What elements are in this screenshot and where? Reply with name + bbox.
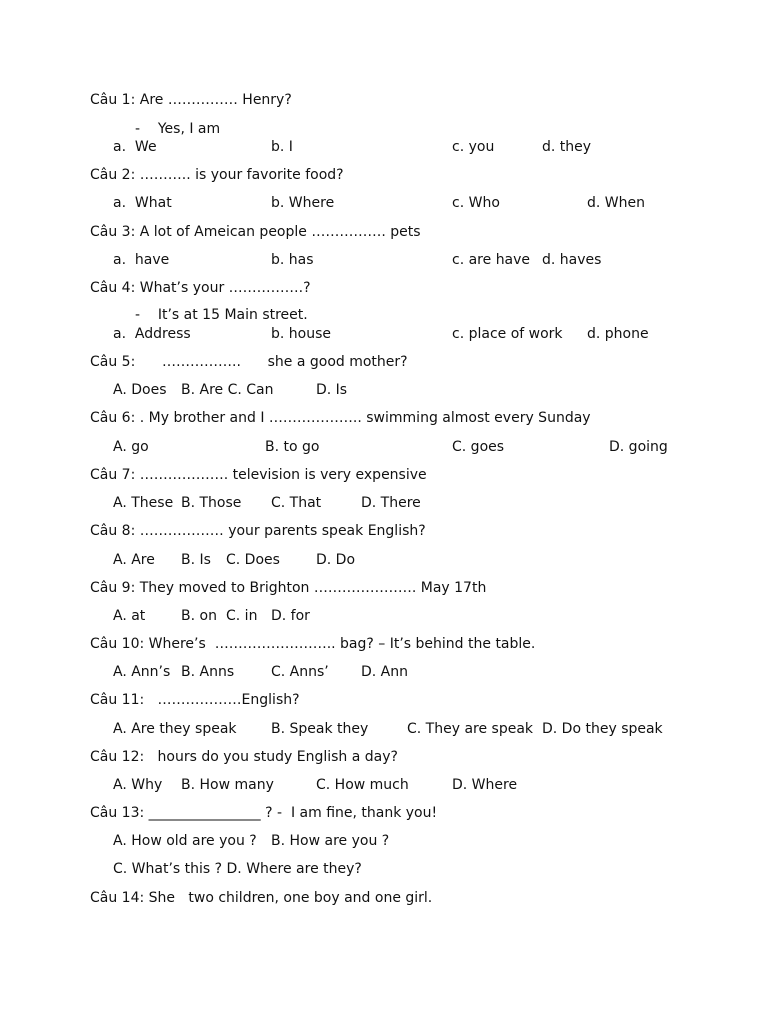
answer-option: c. you bbox=[452, 139, 495, 155]
question-stem: Câu 2: ……….. is your favorite food? bbox=[90, 167, 344, 183]
question-stem: Câu 8: ……………… your parents speak English? bbox=[90, 523, 426, 539]
dialogue-reply: - Yes, I am bbox=[135, 121, 221, 137]
question-stem: Câu 9: They moved to Brighton …………………. May 17th bbox=[90, 580, 487, 596]
answer-option: D. Where bbox=[452, 777, 518, 793]
answer-option: B. How many bbox=[181, 777, 274, 793]
answer-option: c. Who bbox=[452, 195, 500, 211]
answer-option: C. Anns’ bbox=[271, 664, 329, 680]
answer-option: B. to go bbox=[265, 439, 320, 455]
answer-option: C. That bbox=[271, 495, 322, 511]
answer-option: a. Address bbox=[113, 326, 191, 342]
answer-option: b. has bbox=[271, 252, 314, 268]
question-stem: Câu 5: …………….. she a good mother? bbox=[90, 354, 408, 370]
question-stem: Câu 13: ________________ ? - I am fine, thank you! bbox=[90, 805, 438, 821]
answer-option: A. Why bbox=[113, 777, 163, 793]
answer-option: A. Are they speak bbox=[113, 721, 237, 737]
answer-option: a. have bbox=[113, 252, 170, 268]
answer-option: C. What’s this ? D. Where are they? bbox=[113, 861, 362, 877]
answer-option: D. Is bbox=[316, 382, 348, 398]
answer-option: A. Does bbox=[113, 382, 167, 398]
answer-option: a. What bbox=[113, 195, 172, 211]
dialogue-reply: - It’s at 15 Main street. bbox=[135, 307, 308, 323]
answer-option: C. They are speak bbox=[407, 721, 534, 737]
answer-option: B. Those bbox=[181, 495, 242, 511]
question-stem: Câu 10: Where’s …………………….. bag? – It’s behind the table. bbox=[90, 636, 536, 652]
answer-option: A. How old are you ? bbox=[113, 833, 257, 849]
answer-option: A. go bbox=[113, 439, 149, 455]
question-stem: Câu 4: What’s your …………….? bbox=[90, 280, 311, 296]
answer-option: D. Do bbox=[316, 552, 356, 568]
answer-option: B. on bbox=[181, 608, 217, 624]
answer-option: D. going bbox=[609, 439, 668, 455]
answer-option: c. are have bbox=[452, 252, 531, 268]
question-stem: Câu 3: A lot of Ameican people ……………. pets bbox=[90, 224, 421, 240]
question-stem: Câu 11: ………………English? bbox=[90, 692, 300, 708]
answer-option: a. We bbox=[113, 139, 157, 155]
answer-option: D. Ann bbox=[361, 664, 409, 680]
question-stem: Câu 12: hours do you study English a day? bbox=[90, 749, 398, 765]
answer-option: B. Speak they bbox=[271, 721, 369, 737]
answer-option: B. How are you ? bbox=[271, 833, 390, 849]
question-stem: Câu 6: . My brother and I ……………….. swimming almost every Sunday bbox=[90, 410, 591, 426]
answer-option: b. Where bbox=[271, 195, 335, 211]
answer-option: A. Ann’s bbox=[113, 664, 171, 680]
answer-option: A. These bbox=[113, 495, 174, 511]
question-stem: Câu 1: Are …………… Henry? bbox=[90, 92, 292, 108]
answer-option: D. There bbox=[361, 495, 421, 511]
question-stem: Câu 7: ………………. television is very expensive bbox=[90, 467, 427, 483]
answer-option: D. for bbox=[271, 608, 310, 624]
answer-option: D. Do they speak bbox=[542, 721, 663, 737]
answer-option: B. Is bbox=[181, 552, 211, 568]
answer-option: d. phone bbox=[587, 326, 649, 342]
answer-option: C. Does bbox=[226, 552, 280, 568]
answer-option: A. Are bbox=[113, 552, 155, 568]
answer-option: B. Are C. Can bbox=[181, 382, 274, 398]
answer-option: C. How much bbox=[316, 777, 409, 793]
answer-option: d. they bbox=[542, 139, 592, 155]
answer-option: c. place of work bbox=[452, 326, 563, 342]
answer-option: C. goes bbox=[452, 439, 505, 455]
question-stem: Câu 14: She two children, one boy and one girl. bbox=[90, 890, 433, 906]
answer-option: C. in bbox=[226, 608, 258, 624]
answer-option: b. house bbox=[271, 326, 332, 342]
answer-option: b. I bbox=[271, 139, 293, 155]
answer-option: B. Anns bbox=[181, 664, 235, 680]
answer-option: d. When bbox=[587, 195, 645, 211]
answer-option: d. haves bbox=[542, 252, 602, 268]
answer-option: A. at bbox=[113, 608, 146, 624]
